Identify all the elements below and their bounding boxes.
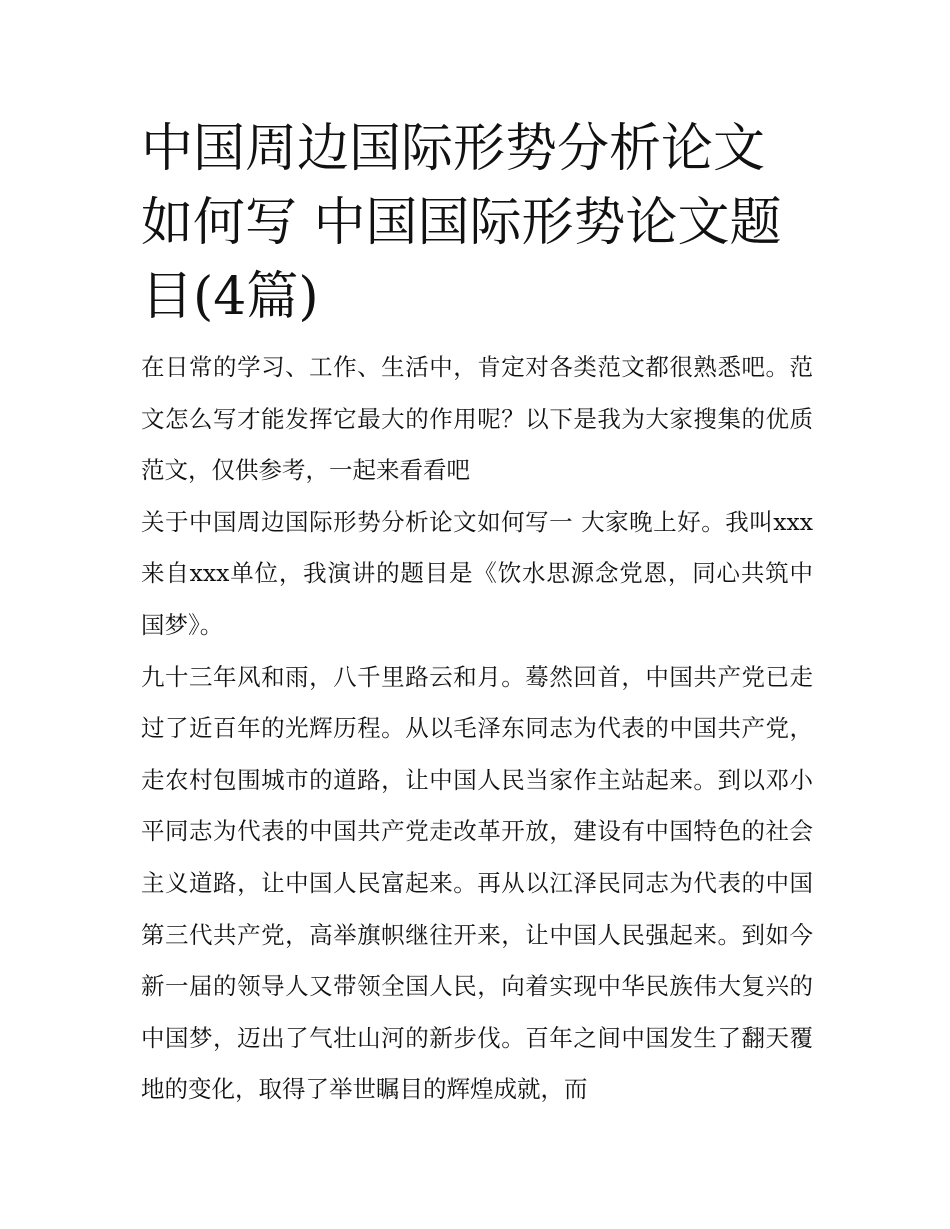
document-body [141,112,813,1116]
intro-paragraph: 在日常的学习、工作、生活中，肯定对各类范文都很熟悉吧。范文怎么写才能发挥它最大的作用呢？以下是我为大家搜集的优质范文，仅供参考，一起来看看吧 [141,353,813,485]
history-paragraph: 九十三年风和雨，八千里路云和月。蓦然回首，中国共产党已走过了近百年的光辉历程。从以毛泽东同志为代表的中国共产党，走农村包围城市的道路，让中国人民当家作主站起来。到以邓小平同志为代表的中国共产党走改革开放，建设有中国特色的社会主义道路，让中国人民富起来。再从以江泽民同志为代表的中国第三代共产党，高举旗帜继往开来，让中国人民强起来。到如今新一届的领导人又带领全国人民，向着实现中华民族伟大复兴的中国梦，迈出了气壮山河的新步伐。百年之间中国发生了翻天覆地的变化，取得了举世瞩目的辉煌成就，而 [141,662,813,1104]
speech-opening-paragraph: 关于中国周边国际形势分析论文如何写一 大家晚上好。我叫xxx来自xxx单位，我演讲的题目是《饮水思源念党恩，同心共筑中国梦》。 [141,507,813,639]
document-title: 中国周边国际形势分析论文如何写 中国国际形势论文题目(4篇) [141,119,782,327]
